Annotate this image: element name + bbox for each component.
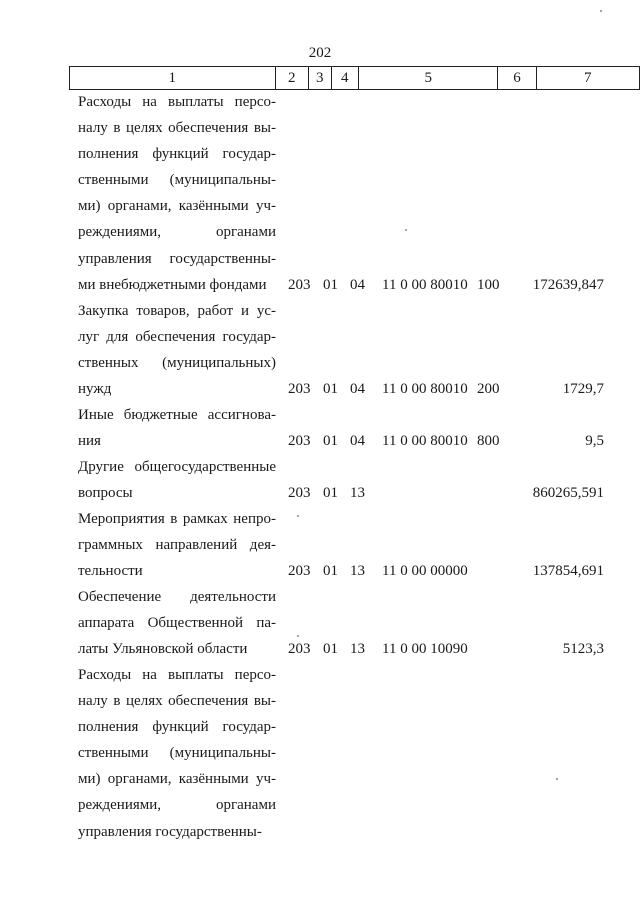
section-code: 01 (323, 433, 338, 450)
subsection-code: 04 (350, 276, 365, 293)
target-article-code: 11 0 00 80010 (382, 433, 468, 450)
amount-value: 1729,7 (562, 381, 604, 398)
column-header-row (70, 67, 640, 90)
description-line: аппарата Общественной па- (78, 615, 276, 632)
description-line: латы Ульяновской области (78, 641, 248, 658)
target-article-code: 11 0 00 80010 (382, 381, 468, 398)
scan-speck (600, 10, 602, 12)
expense-type-code: 100 (477, 276, 500, 293)
description-line: управления государственны- (78, 823, 262, 840)
expense-type-code: 800 (477, 433, 500, 450)
amount-value: 9,5 (585, 433, 604, 450)
row-description (78, 584, 276, 662)
description-line: ственных (муниципальных) (78, 355, 276, 372)
description-line: реждениями, органами (78, 224, 276, 241)
description-line: граммных направлений дея- (78, 537, 276, 554)
subsection-code: 13 (350, 563, 365, 580)
description-line: ми) органами, казёнными уч- (78, 771, 276, 788)
description-line: Мероприятия в рамках непро- (78, 511, 276, 527)
row-description (78, 402, 276, 454)
subsection-code: 04 (350, 433, 365, 450)
expense-type-code: 200 (477, 381, 500, 398)
department-code: 203 (288, 433, 311, 450)
section-code: 01 (323, 641, 338, 658)
description-line: управления государственны- (78, 250, 276, 267)
description-line: Другие общегосударственные (78, 459, 276, 475)
description-line: Расходы на выплаты персо- (78, 667, 276, 683)
description-line: Иные бюджетные ассигнова- (78, 407, 276, 423)
description-line: ми) органами, казёнными уч- (78, 198, 276, 215)
target-article-code: 11 0 00 10090 (382, 641, 468, 658)
row-description (78, 454, 276, 506)
description-line: Закупка товаров, работ и ус- (78, 303, 276, 319)
description-line: реждениями, органами (78, 797, 276, 814)
column-header: 5 (358, 67, 497, 90)
department-code: 203 (288, 276, 311, 293)
amount-value: 137854,691 (532, 563, 604, 580)
description-line: Обеспечение деятельности (78, 589, 276, 605)
column-header: 1 (70, 67, 276, 90)
subsection-code: 04 (350, 381, 365, 398)
scan-speck (405, 229, 407, 231)
amount-value: 860265,591 (532, 485, 604, 502)
section-code: 01 (323, 276, 338, 293)
description-line: нужд (78, 381, 112, 398)
description-line: луг для обеспечения государ- (78, 329, 276, 346)
description-line: полнения функций государ- (78, 146, 276, 163)
department-code: 203 (288, 485, 311, 502)
target-article-code: 11 0 00 00000 (382, 563, 468, 580)
section-code: 01 (323, 563, 338, 580)
description-line: ния (78, 433, 101, 450)
department-code: 203 (288, 641, 311, 658)
column-header: 7 (536, 67, 639, 90)
department-code: 203 (288, 563, 311, 580)
subsection-code: 13 (350, 485, 365, 502)
description-line: полнения функций государ- (78, 719, 276, 736)
column-header-table (69, 66, 640, 90)
scan-speck (297, 635, 299, 637)
target-article-code: 11 0 00 80010 (382, 276, 468, 293)
column-header: 2 (275, 67, 308, 90)
department-code: 203 (288, 381, 311, 398)
column-header: 6 (498, 67, 536, 90)
subsection-code: 13 (350, 641, 365, 658)
description-line: вопросы (78, 485, 133, 502)
description-line: налу в целях обеспечения вы- (78, 693, 276, 710)
description-line: ственными (муниципальны- (78, 745, 276, 762)
page-number: 202 (308, 45, 332, 61)
scan-speck (297, 515, 299, 517)
description-line: Расходы на выплаты персо- (78, 94, 276, 110)
scan-speck (556, 778, 558, 780)
column-header: 3 (308, 67, 331, 90)
description-line: налу в целях обеспечения вы- (78, 120, 276, 137)
description-line: ственными (муниципальны- (78, 172, 276, 189)
row-description (78, 506, 276, 584)
row-description (78, 298, 276, 402)
column-header: 4 (331, 67, 358, 90)
description-line: ми внебюджетными фондами (78, 276, 267, 293)
row-description (78, 89, 276, 298)
amount-value: 5123,3 (562, 641, 604, 658)
amount-value: 172639,847 (532, 276, 604, 293)
section-code: 01 (323, 485, 338, 502)
description-line: тельности (78, 563, 143, 580)
section-code: 01 (323, 381, 338, 398)
row-description (78, 662, 276, 845)
